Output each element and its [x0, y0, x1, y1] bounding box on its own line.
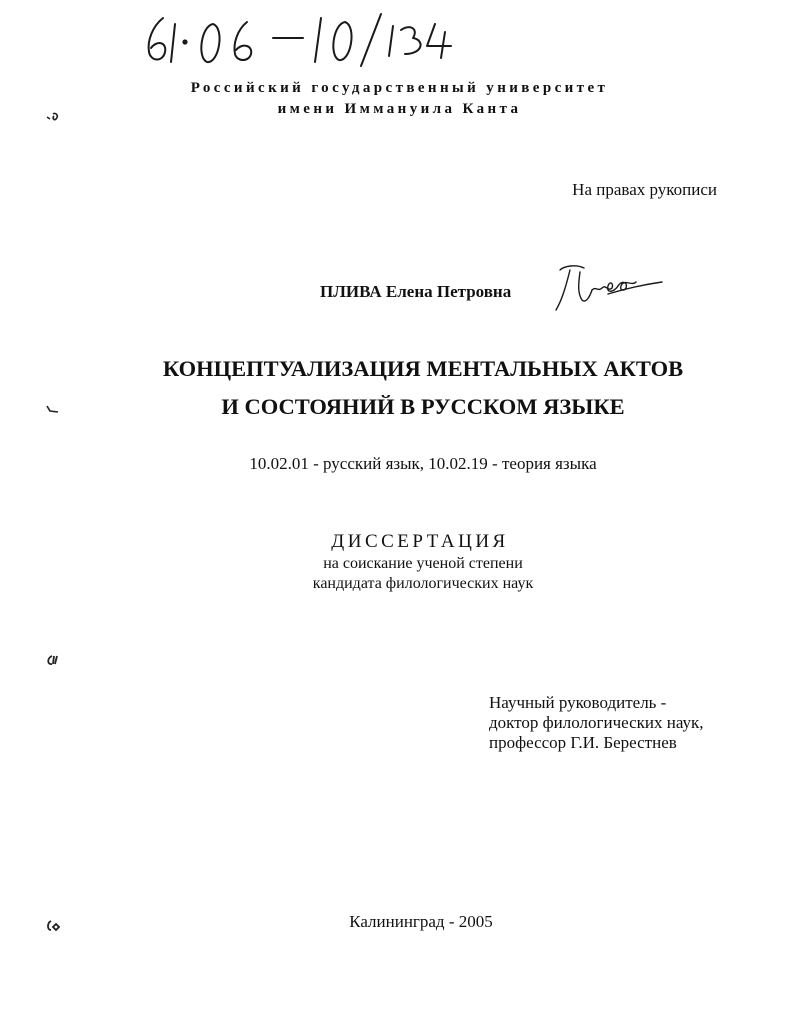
scan-artifact-mark — [44, 400, 64, 416]
scan-artifact-mark — [44, 918, 64, 934]
supervisor-degree: доктор филологических наук, — [489, 713, 704, 732]
specialty-codes: 10.02.01 - русский язык, 10.02.19 - теория языка — [249, 454, 597, 473]
dissertation-title-line-1: КОНЦЕПТУАЛИЗАЦИЯ МЕНТАЛЬНЫХ АКТОВ — [162, 356, 684, 381]
degree-purpose-line-1: на соискание ученой степени — [323, 555, 523, 572]
degree-purpose-line-2: кандидата филологических наук — [312, 575, 534, 592]
manuscript-rights-note: На правах рукописи — [572, 180, 717, 199]
scan-artifact-mark — [44, 652, 64, 668]
dissertation-title-line-2: И СОСТОЯНИЙ В РУССКОМ ЯЗЫКЕ — [221, 394, 625, 419]
author-signature — [548, 258, 668, 318]
place-and-year: Калининград - 2005 — [349, 912, 493, 931]
university-name: Российский государственный университет — [190, 80, 609, 96]
work-type: ДИССЕРТАЦИЯ — [331, 531, 509, 552]
scan-artifact-mark — [44, 108, 64, 124]
supervisor-name: профессор Г.И. Берестнев — [489, 733, 677, 752]
university-named-after: имени Иммануила Канта — [277, 101, 522, 117]
supervisor-label: Научный руководитель - — [489, 693, 667, 712]
catalog-number-handwritten — [135, 8, 455, 68]
author-name: ПЛИВА Елена Петровна — [320, 282, 512, 301]
